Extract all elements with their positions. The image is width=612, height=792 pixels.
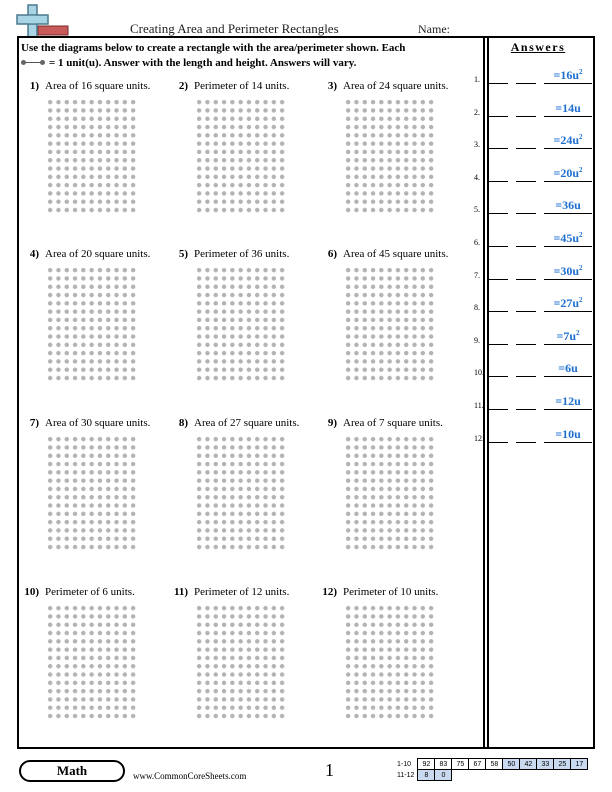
answer-number: 11. bbox=[474, 401, 484, 410]
height-blank[interactable] bbox=[516, 279, 536, 280]
problem-10 bbox=[17, 586, 167, 746]
problem-number: 5) bbox=[178, 248, 188, 260]
answer-value bbox=[544, 427, 592, 442]
result-blank bbox=[544, 83, 592, 84]
height-blank[interactable] bbox=[516, 311, 536, 312]
answer-value-text: =45u bbox=[553, 231, 579, 245]
answer-value bbox=[544, 166, 592, 181]
instructions-line-1: Use the diagrams below to create a rectangle with the area/perimeter shown. Each bbox=[21, 42, 406, 54]
problem-number: 10) bbox=[24, 586, 39, 598]
score-cell: 33 bbox=[537, 759, 554, 770]
length-blank[interactable] bbox=[488, 181, 508, 182]
problem-number: 11) bbox=[173, 586, 188, 598]
length-blank[interactable] bbox=[488, 442, 508, 443]
score-cell: 17 bbox=[571, 759, 588, 770]
dot-grid[interactable] bbox=[344, 604, 435, 719]
score-cell: 58 bbox=[486, 759, 503, 770]
answer-value-text: =7u bbox=[556, 328, 576, 343]
score-cell: 75 bbox=[452, 759, 469, 770]
answer-row-1 bbox=[474, 68, 592, 88]
answer-exponent: 2 bbox=[579, 133, 583, 142]
problem-number: 9) bbox=[327, 417, 337, 429]
problem-2 bbox=[166, 80, 316, 240]
dot-grid[interactable] bbox=[46, 98, 137, 213]
length-blank[interactable] bbox=[488, 409, 508, 410]
height-blank[interactable] bbox=[516, 409, 536, 410]
score-cell: 0 bbox=[435, 770, 452, 781]
answer-value bbox=[544, 133, 592, 148]
answer-number: 10. bbox=[474, 368, 484, 378]
answer-number: 9. bbox=[474, 335, 480, 345]
answer-row-6 bbox=[474, 231, 592, 251]
result-blank bbox=[544, 213, 592, 214]
answer-number: 12. bbox=[474, 433, 484, 443]
score-table bbox=[395, 758, 588, 781]
dot-grid[interactable] bbox=[195, 435, 286, 550]
problem-text: Area of 24 square units. bbox=[343, 80, 449, 92]
result-blank bbox=[544, 311, 592, 312]
length-blank[interactable] bbox=[488, 213, 508, 214]
problem-text: Perimeter of 14 units. bbox=[194, 80, 290, 92]
dot-grid[interactable] bbox=[195, 604, 286, 719]
problem-number: 1) bbox=[29, 80, 39, 92]
answer-value bbox=[544, 101, 592, 116]
plus-logo-icon bbox=[16, 4, 70, 38]
problem-9 bbox=[315, 417, 465, 577]
problem-text: Area of 16 square units. bbox=[45, 80, 151, 92]
length-blank[interactable] bbox=[488, 311, 508, 312]
answer-row-2 bbox=[474, 101, 592, 121]
problem-number: 3) bbox=[327, 80, 337, 92]
answer-value-text: =16u bbox=[553, 68, 579, 82]
result-blank bbox=[544, 442, 592, 443]
problem-8 bbox=[166, 417, 316, 577]
length-blank[interactable] bbox=[488, 344, 508, 345]
height-blank[interactable] bbox=[516, 376, 536, 377]
answer-number: 1. bbox=[474, 75, 480, 84]
score-cell: 67 bbox=[469, 759, 486, 770]
problem-7 bbox=[17, 417, 167, 577]
score-cell: 25 bbox=[554, 759, 571, 770]
problem-text: Perimeter of 36 units. bbox=[194, 248, 290, 260]
problem-number: 4) bbox=[29, 248, 39, 260]
answer-value-text: =24u bbox=[553, 133, 579, 148]
dot-grid[interactable] bbox=[344, 98, 435, 213]
dot-grid[interactable] bbox=[344, 266, 435, 381]
length-blank[interactable] bbox=[488, 246, 508, 247]
problem-number: 2) bbox=[178, 80, 188, 92]
answer-value bbox=[544, 198, 592, 213]
dot-grid[interactable] bbox=[46, 266, 137, 381]
answer-value bbox=[544, 68, 592, 83]
answer-row-11 bbox=[474, 394, 592, 414]
problem-text: Area of 7 square units. bbox=[343, 417, 443, 429]
result-blank bbox=[544, 376, 592, 377]
height-blank[interactable] bbox=[516, 148, 536, 149]
problem-text: Perimeter of 10 units. bbox=[343, 586, 439, 598]
instructions bbox=[21, 41, 461, 71]
result-blank bbox=[544, 148, 592, 149]
problem-4 bbox=[17, 248, 167, 408]
instructions-line-2-wrap bbox=[21, 56, 461, 71]
answer-number: 6. bbox=[474, 238, 480, 247]
score-cell: 92 bbox=[418, 759, 435, 770]
page-number: 1 bbox=[325, 760, 334, 780]
result-blank bbox=[544, 181, 592, 182]
problem-number: 6) bbox=[327, 248, 337, 260]
height-blank[interactable] bbox=[516, 83, 536, 84]
score-row bbox=[395, 770, 588, 781]
problem-3 bbox=[315, 80, 465, 240]
instructions-line-2: = 1 unit(u). Answer with the length and height. Answers will vary. bbox=[49, 57, 357, 69]
height-blank[interactable] bbox=[516, 344, 536, 345]
problem-text: Area of 27 square units. bbox=[194, 417, 300, 429]
problem-12 bbox=[315, 586, 465, 746]
score-cell: 50 bbox=[503, 759, 520, 770]
answer-value bbox=[544, 296, 592, 311]
answer-number: 5. bbox=[474, 205, 480, 215]
answer-row-7 bbox=[474, 264, 592, 284]
answer-value-text: =30u bbox=[553, 263, 579, 278]
answer-row-9 bbox=[474, 329, 592, 349]
answer-value-text: =14u bbox=[555, 100, 581, 115]
length-blank[interactable] bbox=[488, 116, 508, 117]
answer-value bbox=[544, 361, 592, 376]
answer-row-4 bbox=[474, 166, 592, 186]
answer-number: 8. bbox=[474, 303, 480, 313]
length-blank[interactable] bbox=[488, 376, 508, 377]
answer-number: 2. bbox=[474, 107, 480, 117]
score-range-label: 1-10 bbox=[397, 760, 412, 768]
problem-1 bbox=[17, 80, 167, 240]
answer-number: 7. bbox=[474, 270, 480, 280]
answer-row-10 bbox=[474, 361, 592, 381]
dot-grid[interactable] bbox=[195, 266, 286, 381]
problem-number: 8) bbox=[178, 417, 188, 429]
answer-exponent: 2 bbox=[579, 263, 583, 272]
answer-exponent: 2 bbox=[579, 231, 583, 239]
height-blank[interactable] bbox=[516, 246, 536, 247]
dot-grid[interactable] bbox=[195, 98, 286, 213]
answer-exponent: 2 bbox=[576, 328, 580, 337]
answers-heading: Answers bbox=[510, 40, 566, 54]
dot-grid[interactable] bbox=[46, 604, 137, 719]
answer-value bbox=[544, 329, 592, 344]
answer-value-text: =12u bbox=[555, 394, 581, 408]
name-label: Name: bbox=[418, 22, 450, 36]
length-blank[interactable] bbox=[488, 279, 508, 280]
page-title: Creating Area and Perimeter Rectangles bbox=[130, 21, 339, 36]
problem-text: Perimeter of 12 units. bbox=[194, 586, 290, 598]
answer-exponent: 2 bbox=[579, 296, 583, 305]
problem-6 bbox=[315, 248, 465, 408]
answer-row-12 bbox=[474, 427, 592, 447]
height-blank[interactable] bbox=[516, 116, 536, 117]
dot-grid[interactable] bbox=[46, 435, 137, 550]
height-blank[interactable] bbox=[516, 181, 536, 182]
result-blank bbox=[544, 246, 592, 247]
problem-text: Area of 30 square units. bbox=[45, 417, 151, 429]
score-row bbox=[395, 759, 588, 770]
answer-value bbox=[544, 394, 592, 409]
answer-row-5 bbox=[474, 198, 592, 218]
answer-value-text: =6u bbox=[558, 361, 578, 376]
result-blank bbox=[544, 344, 592, 345]
unit-segment-icon bbox=[21, 59, 45, 67]
problem-text: Area of 20 square units. bbox=[45, 248, 151, 260]
score-range-label: 11-12 bbox=[397, 771, 415, 779]
result-blank bbox=[544, 409, 592, 410]
score-cell: 83 bbox=[435, 759, 452, 770]
dot-grid[interactable] bbox=[344, 435, 435, 550]
site-url: www.CommonCoreSheets.com bbox=[133, 771, 247, 781]
problem-number: 12) bbox=[322, 586, 337, 598]
answer-number: 4. bbox=[474, 172, 480, 182]
score-cell: 8 bbox=[418, 770, 435, 781]
answer-value-text: =20u bbox=[553, 165, 579, 180]
answer-value-text: =10u bbox=[555, 426, 581, 441]
answer-number: 3. bbox=[474, 140, 480, 150]
answer-exponent: 2 bbox=[579, 165, 583, 174]
answer-exponent: 2 bbox=[579, 68, 583, 76]
answer-value bbox=[544, 264, 592, 279]
score-cell: 42 bbox=[520, 759, 537, 770]
footer bbox=[17, 756, 595, 786]
problem-5 bbox=[166, 248, 316, 408]
length-blank[interactable] bbox=[488, 83, 508, 84]
answer-row-8 bbox=[474, 296, 592, 316]
math-badge: Math bbox=[19, 760, 125, 782]
answer-value bbox=[544, 231, 592, 246]
problem-text: Area of 45 square units. bbox=[343, 248, 449, 260]
length-blank[interactable] bbox=[488, 148, 508, 149]
height-blank[interactable] bbox=[516, 213, 536, 214]
problem-11 bbox=[166, 586, 316, 746]
height-blank[interactable] bbox=[516, 442, 536, 443]
result-blank bbox=[544, 116, 592, 117]
answer-value-text: =27u bbox=[553, 296, 579, 311]
answer-row-3 bbox=[474, 133, 592, 153]
problem-text: Perimeter of 6 units. bbox=[45, 586, 135, 598]
problem-number: 7) bbox=[29, 417, 39, 429]
result-blank bbox=[544, 279, 592, 280]
answer-value-text: =36u bbox=[555, 198, 581, 213]
